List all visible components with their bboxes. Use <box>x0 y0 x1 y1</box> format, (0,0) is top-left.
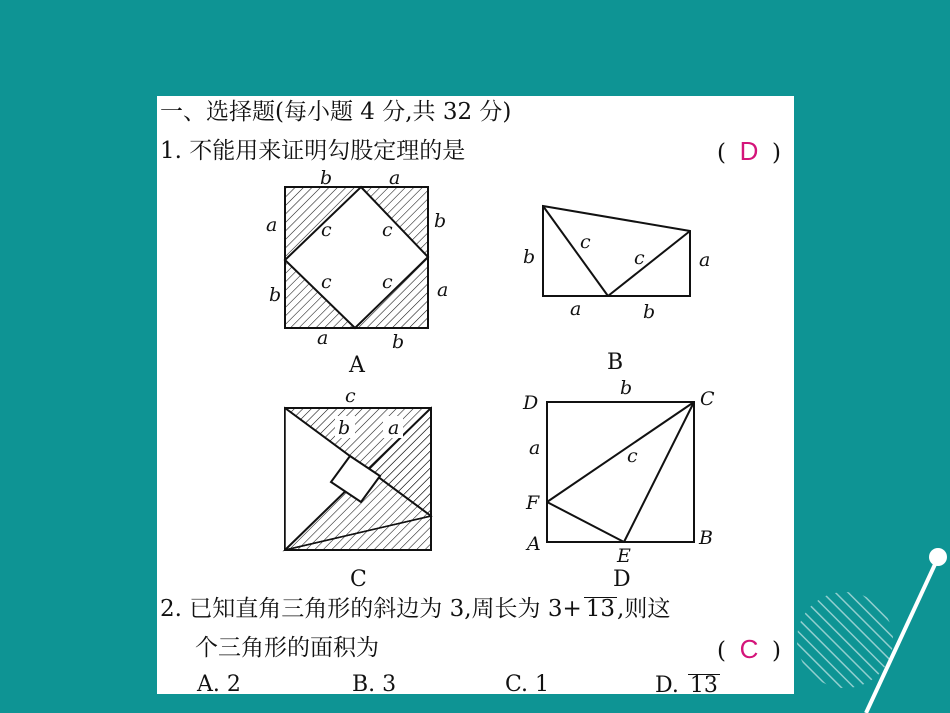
figure-a-label: a <box>389 167 401 189</box>
question2-line1: 2. 已知直角三角形的斜边为 3,周长为 3+ 13,则这 <box>160 596 671 622</box>
question2-option-d: D. 13 <box>655 674 720 694</box>
question2-answer: C <box>739 634 759 664</box>
figure-b-caption: B <box>607 350 624 375</box>
worksheet <box>157 96 794 694</box>
figure-a-label: a <box>437 279 449 301</box>
figure-a-label: c <box>321 219 332 241</box>
figure-c-label: a <box>388 417 400 439</box>
figure-b-label: b <box>523 246 536 268</box>
figure-d-vertex: D <box>523 392 539 414</box>
figure-a-label: c <box>321 271 332 293</box>
question2-line2: 个三角形的面积为 <box>195 635 379 661</box>
figure-b-label: c <box>634 247 645 269</box>
figure-a-label: a <box>266 214 278 236</box>
section-title: 一、选择题(每小题 4 分,共 32 分) <box>160 99 512 125</box>
sqrt-13-option: 13 <box>688 674 720 694</box>
figure-d-vertex: F <box>526 492 540 514</box>
figure-a-label: b <box>269 284 282 306</box>
figure-b-label: a <box>570 298 582 320</box>
figure-d-vertex: C <box>700 388 715 410</box>
figure-a-label: b <box>320 167 333 189</box>
figure-a-label: b <box>392 331 405 353</box>
figure-c-label: c <box>345 385 356 407</box>
question1-answer: D <box>739 136 759 166</box>
question2-option-b: B. 3 <box>352 672 397 694</box>
figure-a-label: a <box>317 327 329 349</box>
figure-c <box>285 385 431 592</box>
figure-a-caption: A <box>349 353 365 378</box>
figure-d-vertex: B <box>699 527 713 549</box>
figure-b-label: a <box>699 249 711 271</box>
question2-option-a: A. 2 <box>197 672 241 694</box>
figure-d-caption: D <box>613 567 631 592</box>
figure-d-label: a <box>529 437 541 459</box>
question2-option-c: C. 1 <box>505 672 550 694</box>
figure-a-label: b <box>434 210 447 232</box>
figure-b-label: c <box>580 231 591 253</box>
figure-d-label: b <box>620 377 633 399</box>
figure-d-vertex: A <box>527 533 541 555</box>
figure-a-label: c <box>382 271 393 293</box>
figure-d-vertex: E <box>617 545 631 567</box>
question1-text: 1. 不能用来证明勾股定理的是 <box>160 138 466 164</box>
figure-b <box>523 206 710 375</box>
question2-answer-box: ( C ) <box>717 634 781 664</box>
figure-a-label: c <box>382 219 393 241</box>
figure-c-caption: C <box>350 567 367 592</box>
figure-c-label: b <box>338 417 351 439</box>
question1-answer-box: ( D ) <box>717 136 781 166</box>
figure-a <box>266 167 448 378</box>
figure-d <box>522 377 715 592</box>
figure-d-label: c <box>627 445 638 467</box>
sqrt-13: 13 <box>585 596 616 622</box>
figure-b-label: b <box>643 301 656 323</box>
